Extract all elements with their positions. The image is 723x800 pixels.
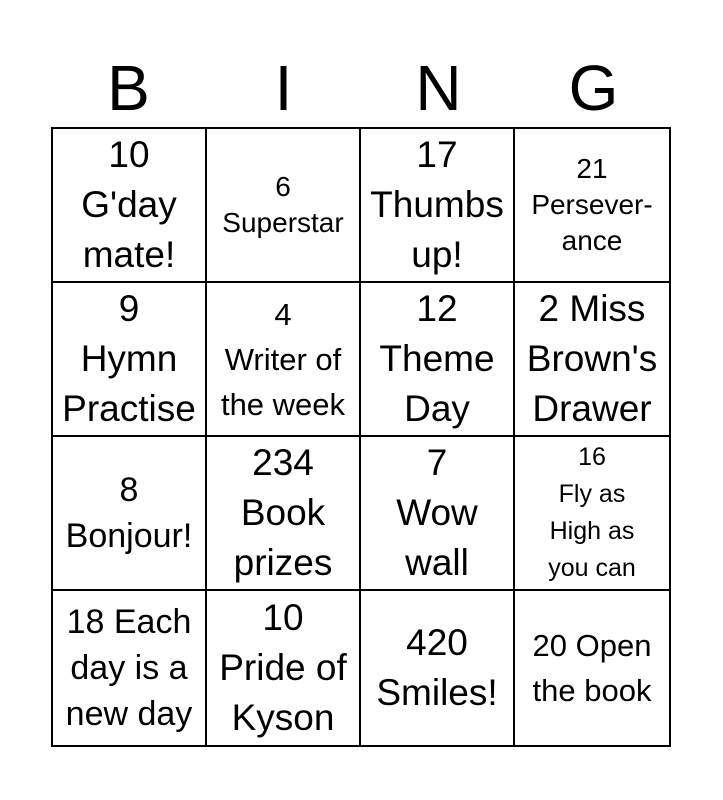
header-letter-i: I bbox=[274, 52, 293, 124]
bingo-cell[interactable] bbox=[207, 283, 361, 437]
bingo-header bbox=[51, 50, 671, 126]
header-letter-b: B bbox=[107, 52, 150, 124]
bingo-cell-text: 6 Superstar bbox=[222, 171, 344, 238]
bingo-cell[interactable] bbox=[361, 283, 515, 437]
bingo-cell-text: 20 Open the book bbox=[532, 628, 652, 708]
bingo-cell[interactable] bbox=[361, 591, 515, 745]
bingo-cell[interactable] bbox=[53, 591, 207, 745]
bingo-cell[interactable] bbox=[53, 129, 207, 283]
bingo-cell-text: 10 Pride of Kyson bbox=[219, 597, 347, 738]
bingo-cell[interactable] bbox=[207, 437, 361, 591]
header-letter-g: G bbox=[568, 52, 619, 124]
bingo-cell-text: 21 Persever- ance bbox=[531, 153, 653, 256]
bingo-cell-text: 4 Writer of the week bbox=[220, 296, 346, 422]
bingo-cell-text: 18 Each day is a new day bbox=[65, 603, 193, 733]
bingo-cell-text: 7 Wow wall bbox=[396, 442, 478, 583]
bingo-cell[interactable] bbox=[361, 129, 515, 283]
bingo-cell-text: 9 Hymn Practise bbox=[62, 288, 196, 429]
bingo-card-grid bbox=[51, 127, 671, 747]
bingo-cell[interactable] bbox=[207, 129, 361, 283]
bingo-cell[interactable] bbox=[53, 437, 207, 591]
bingo-cell-text: 8 Bonjour! bbox=[65, 471, 193, 555]
bingo-cell-text: 2 Miss Brown's Drawer bbox=[526, 288, 658, 429]
bingo-cell[interactable] bbox=[515, 129, 669, 283]
bingo-cell-text: 12 Theme Day bbox=[379, 288, 495, 429]
header-letter-n: N bbox=[415, 52, 462, 124]
bingo-cell[interactable] bbox=[515, 591, 669, 745]
bingo-cell[interactable] bbox=[515, 437, 669, 591]
bingo-cell[interactable] bbox=[207, 591, 361, 745]
bingo-cell-text: 17 Thumbs up! bbox=[370, 134, 504, 275]
bingo-cell[interactable] bbox=[53, 283, 207, 437]
bingo-cell-text: 420 Smiles! bbox=[376, 622, 498, 713]
bingo-cell-text: 16 Fly as High as you can bbox=[548, 443, 636, 582]
bingo-cell[interactable] bbox=[515, 283, 669, 437]
bingo-cell[interactable] bbox=[361, 437, 515, 591]
bingo-cell-text: 234 Book prizes bbox=[233, 442, 333, 583]
bingo-cell-text: 10 G'day mate! bbox=[81, 134, 177, 275]
